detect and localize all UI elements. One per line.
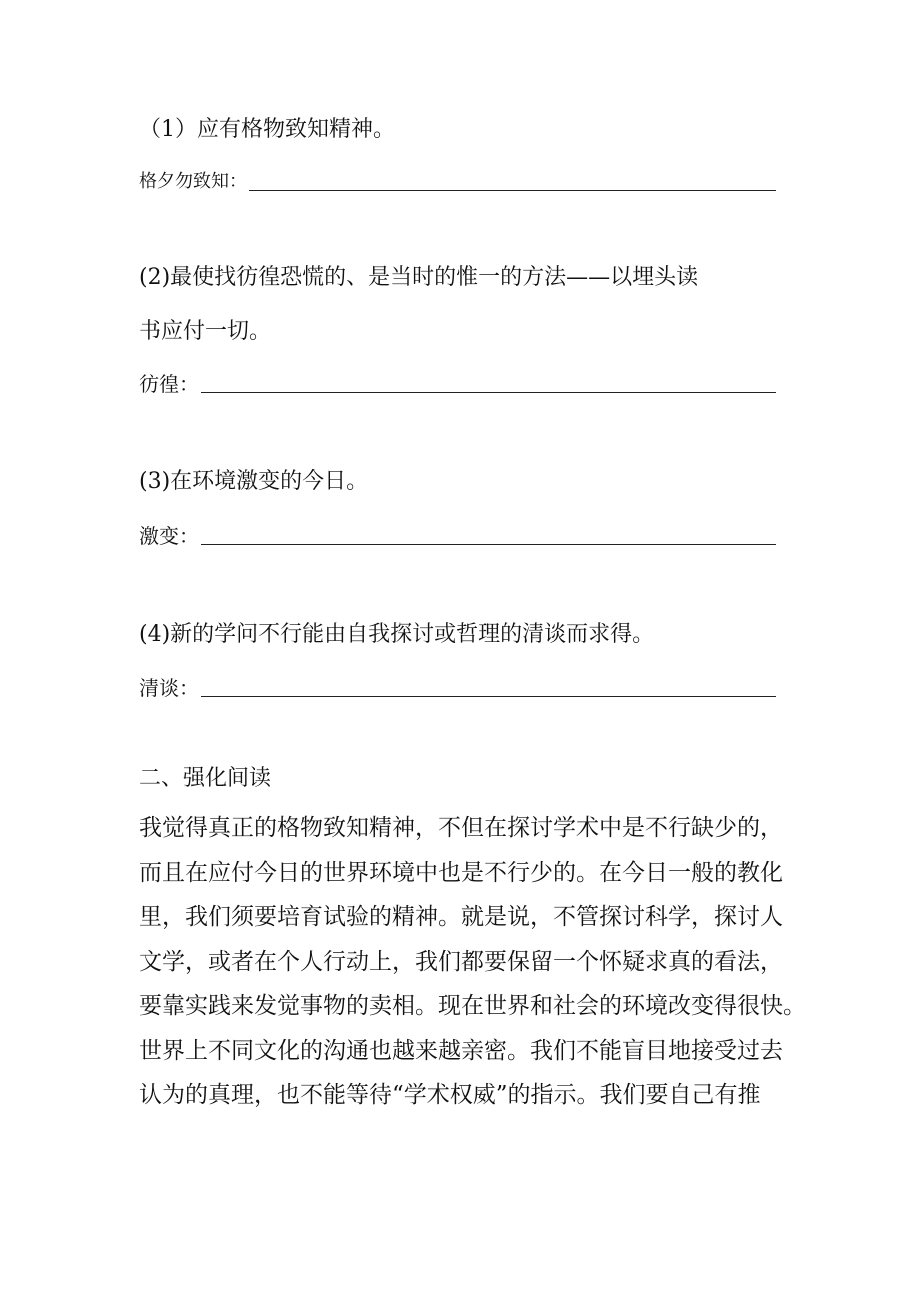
question-3-answer-row: [139, 521, 776, 551]
question-3-field-label: 激变：: [139, 524, 199, 548]
question-2-answer-blank[interactable]: [201, 372, 776, 393]
question-4-answer-row: [139, 673, 776, 703]
question-4-field-label: 清谈：: [139, 676, 199, 700]
question-1-answer-row: [139, 167, 776, 197]
question-2-answer-row: [139, 369, 776, 399]
question-1-sentence: （1）应有格物致知精神。: [139, 117, 395, 142]
question-1-answer-blank[interactable]: [249, 170, 776, 191]
question-1-field-label: 格夕勿致知：: [139, 171, 247, 192]
passage-line: 文学，或者在个人行动上，我们都要保留一个怀疑求真的看法，: [139, 948, 783, 975]
question-4-sentence: (4)新的学问不行能由自我探讨或哲理的清谈而求得。: [139, 622, 655, 647]
section-heading: 二、强化间读: [139, 766, 272, 791]
question-3-sentence: (3)在环境激变的今日。: [139, 469, 369, 494]
passage-line: 世界上不同文化的沟通也越来越亲密。我们不能盲目地接受过去: [139, 1037, 783, 1064]
question-2-field-label: 彷徨：: [139, 372, 199, 396]
passage-line: 里，我们须要培育试验的精神。就是说，不管探讨科学，探讨人: [139, 904, 783, 930]
passage-line: 认为的真理，也不能等待“学术权威”的指示。我们要自己有推: [139, 1082, 761, 1108]
passage-line: 要靠实践来发觉事物的卖相。现在世界和社会的环境改变得很快。: [139, 993, 806, 1019]
passage-line: 而且在应付今日的世界环境中也是不行少的。在今日一般的教化: [139, 859, 783, 886]
reading-passage: [139, 806, 806, 1118]
question-3-answer-blank[interactable]: [201, 524, 776, 545]
question-2-sentence-line-2: 书应付一切。: [139, 319, 272, 344]
passage-line: 我觉得真正的格物致知精神，不但在探讨学术中是不行缺少的，: [139, 815, 783, 841]
question-4-answer-blank[interactable]: [201, 676, 776, 697]
question-2-sentence-line-1: (2)最使找彷徨恐慌的、是当时的惟一的方法——以埋头读: [139, 265, 699, 290]
